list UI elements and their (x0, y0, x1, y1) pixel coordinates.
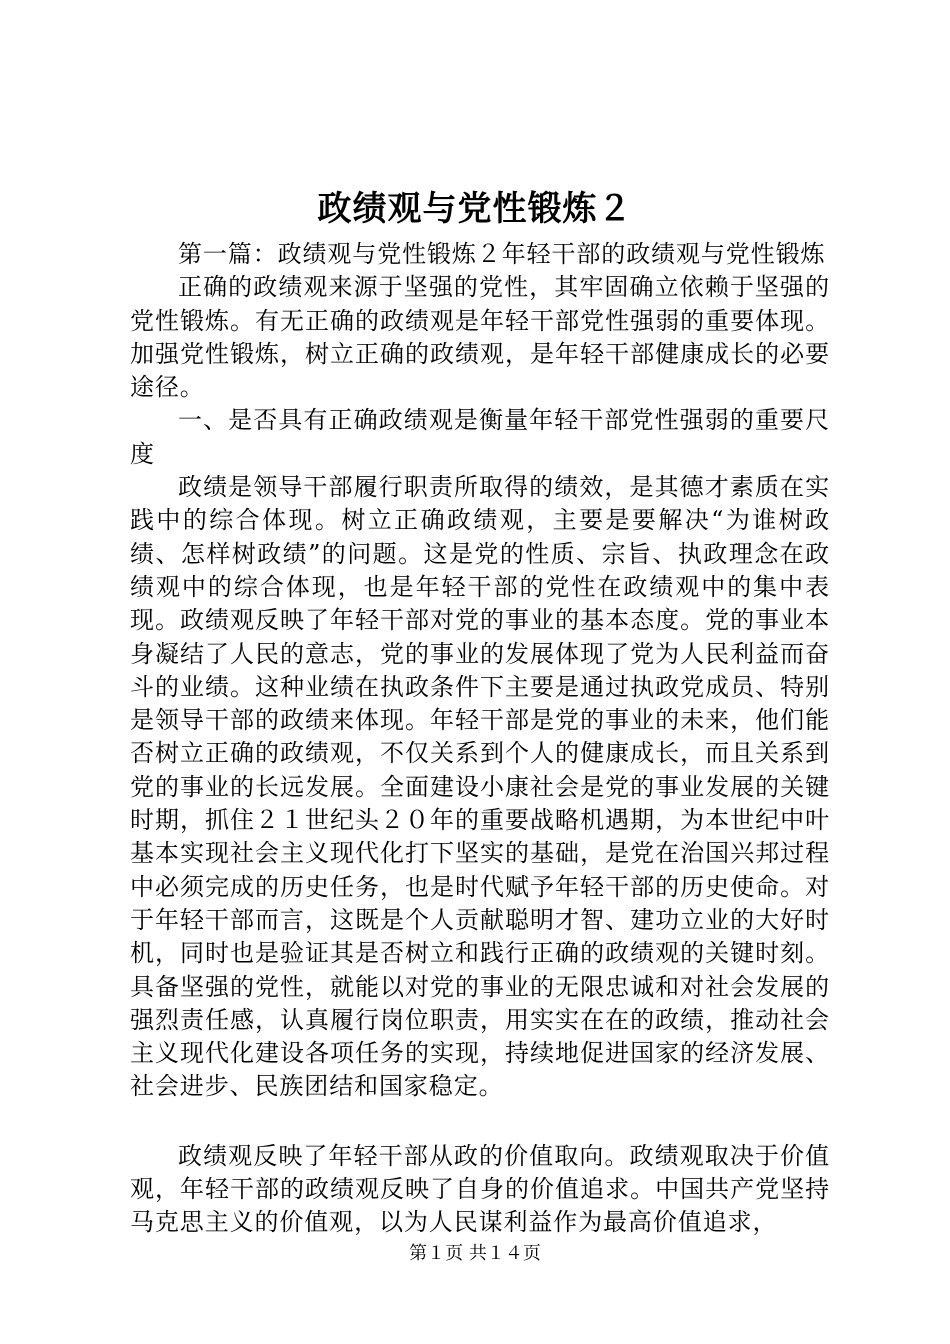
document-body (130, 238, 830, 1240)
paragraph-section-heading-1: 一、是否具有正确政绩观是衡量年轻干部党性强弱的重要尺度 (130, 406, 830, 468)
paragraph-heading-first-article: 第一篇：政绩观与党性锻炼２年轻干部的政绩观与党性锻炼 (178, 240, 826, 268)
paragraph-values: 政绩观反映了年轻干部从政的价值取向。政绩观取决于价值观，年轻干部的政绩观反映了自身的价值追求。中国共产党坚持马克思主义的价值观，以为人民谋利益作为最高价值追求， (130, 1141, 830, 1237)
paragraph-intro: 正确的政绩观来源于坚强的党性，其牢固确立依赖于坚强的党性锻炼。有无正确的政绩观是年轻干部党性强弱的重要体现。加强党性锻炼，树立正确的政绩观，是年轻干部健康成长的必要途径。 (130, 273, 830, 402)
document-title: 政绩观与党性锻炼２ (317, 189, 633, 229)
page-footer: 第１页 共１４页 (409, 1243, 541, 1264)
paragraph-body-main: 政绩是领导干部履行职责所取得的绩效，是其德才素质在实践中的综合体现。树立正确政绩观，主要是要解决“为谁树政绩、怎样树政绩”的问题。这是党的性质、宗旨、执政理念在政绩观中的综合体现，也是年轻干部的党性在政绩观中的集中表现。政绩观反映了年轻干部对党的事业的基本态度。党的事业本身凝结了人民的意志，党的事业的发展体现了党为人民利益而奋斗的业绩。这种业绩在执政条件下主要是通过执政党成员、特别是领导干部的政绩来体现。年轻干部是党的事业的未来，他们能否树立正确的政绩观，不仅关系到个人的健康成长，而且关系到党的事业的长远发展。全面建设小康社会是党的事业发展的关键时期，抓住２１世纪头２０年的重要战略机遇期，为本世纪中叶基本实现社会主义现代化打下坚实的基础，是党在治国兴邦过程中必须完成的历史任务，也是时代赋予年轻干部的历史使命。对于年轻干部而言，这既是个人贡献聪明才智、建功立业的大好时机，同时也是验证其是否树立和践行正确的政绩观的关键时刻。具备坚强的党性，就能以对党的事业的无限忠诚和对社会发展的强烈责任感，认真履行岗位职责，用实实在在的政绩，推动社会主义现代化建设各项任务的实现，持续地促进国家的经济发展、社会进步、民族团结和国家稳定。 (130, 473, 830, 1101)
